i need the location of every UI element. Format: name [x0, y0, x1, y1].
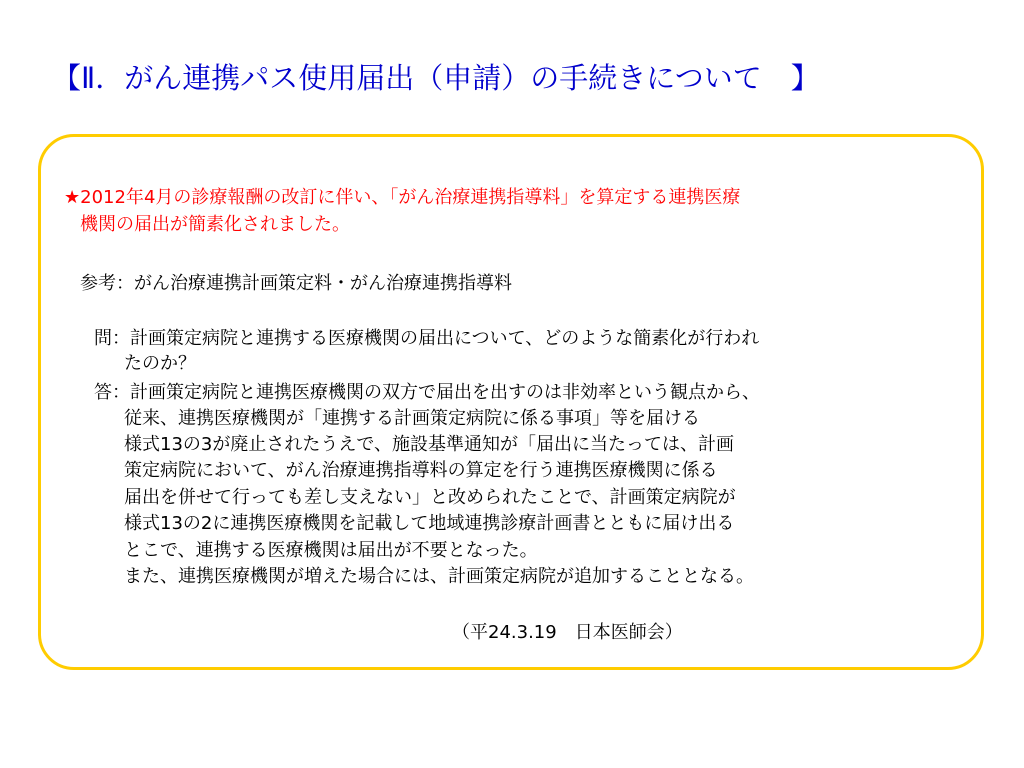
question-line-1: 問：計画策定病院と連携する医療機関の届出について、どのような簡素化が行われ	[94, 328, 760, 349]
answer-line-1: 答：計画策定病院と連携医療機関の双方で届出を出すのは非効率という観点から、	[94, 382, 760, 403]
answer-line-7: とこで、連携する医療機関は届出が不要となった。	[124, 540, 538, 561]
answer-line-3: 様式13の3が廃止されたうえで、施設基準通知が「届出に当たっては、計画	[124, 434, 734, 455]
answer-line-2: 従来、連携医療機関が「連携する計画策定病院に係る事項」等を届ける	[124, 408, 700, 429]
source-citation: （平24.3.19 日本医師会）	[452, 622, 683, 643]
answer-line-6: 様式13の2に連携医療機関を記載して地域連携診療計画書とともに届け出る	[124, 513, 735, 534]
answer-line-5: 届出を併せて行っても差し支えない」と改められたことで、計画策定病院が	[124, 487, 736, 508]
answer-line-4: 策定病院において、がん治療連携指導料の算定を行う連携医療機関に係る	[124, 460, 718, 481]
slide-title: 【Ⅱ．がん連携パス使用届出（申請）の手続きについて 】	[52, 61, 820, 95]
notice-line-1: ★2012年4月の診療報酬の改訂に伴い、「がん治療連携指導料」を算定する連携医療	[64, 187, 741, 208]
question-line-2: たのか？	[124, 353, 196, 374]
reference-heading: 参考：がん治療連携計画策定料・がん治療連携指導料	[80, 273, 512, 294]
notice-line-2: 機関の届出が簡素化されました。	[80, 214, 350, 235]
answer-line-8: また、連携医療機関が増えた場合には、計画策定病院が追加することとなる。	[124, 566, 754, 587]
